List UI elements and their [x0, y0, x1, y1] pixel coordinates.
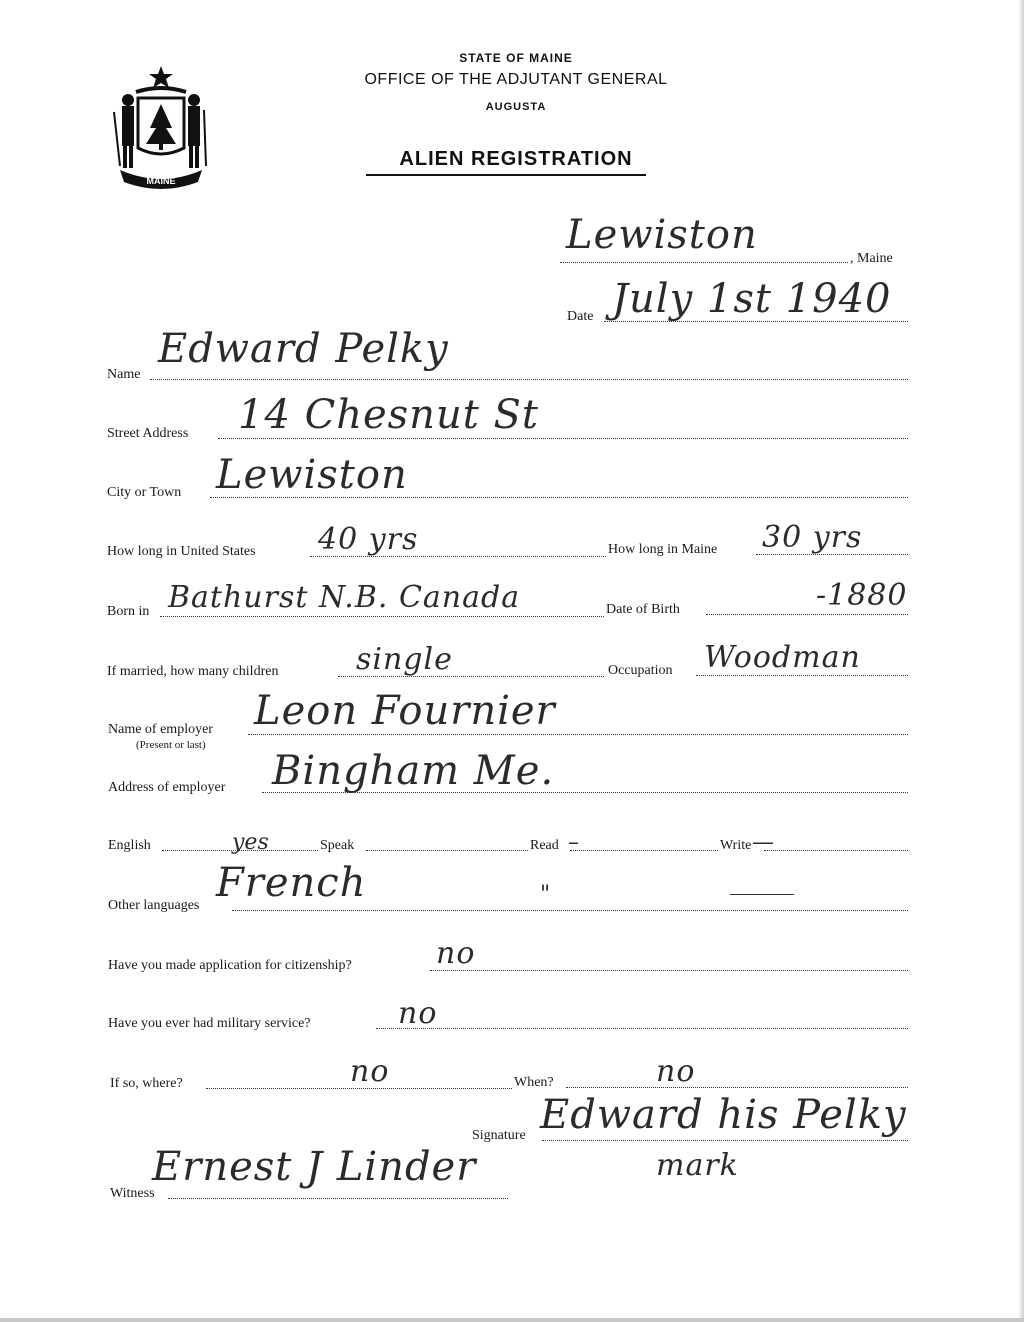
other-languages-ditto: "	[540, 882, 551, 907]
date-label: Date	[567, 309, 594, 324]
city-label: City or Town	[107, 485, 182, 500]
other-languages-line	[232, 910, 908, 911]
employer-value: Leon Fournier	[254, 688, 556, 734]
header-office: OFFICE OF THE ADJUTANT GENERAL	[364, 71, 668, 88]
military-value: no	[398, 996, 438, 1031]
seal-banner-text: MAINE	[146, 176, 176, 186]
header-city: AUGUSTA	[485, 101, 547, 113]
citizenship-value: no	[436, 936, 476, 971]
occupation-value: Woodman	[704, 640, 861, 675]
signature-value: Edward his Pelky	[540, 1092, 907, 1138]
in-maine-value: 30 yrs	[762, 520, 863, 555]
in-us-label: How long in United States	[107, 544, 256, 559]
occupation-label: Occupation	[608, 663, 673, 678]
where-value: no	[350, 1054, 390, 1089]
street-value: 14 Chesnut St	[238, 392, 539, 438]
speak-label: Speak	[320, 838, 355, 853]
street-label: Street Address	[107, 426, 189, 441]
date-value: July 1st 1940	[612, 276, 892, 322]
dob-value: -1880	[816, 578, 908, 613]
place-value: Lewiston	[566, 212, 758, 258]
witness-label: Witness	[110, 1186, 155, 1201]
when-value: no	[656, 1054, 696, 1089]
english-label: English	[108, 838, 151, 853]
read-label: Read	[530, 838, 559, 853]
military-line	[376, 1028, 908, 1029]
write-label: Write	[720, 838, 752, 853]
street-line	[218, 438, 908, 439]
employer-address-label: Address of employer	[108, 780, 226, 795]
other-languages-write-dash	[730, 894, 794, 895]
citizenship-line	[430, 970, 908, 971]
read-line	[570, 850, 718, 851]
in-us-value: 40 yrs	[318, 522, 419, 557]
employer-address-value: Bingham Me.	[272, 748, 555, 794]
where-label: If so, where?	[110, 1076, 183, 1091]
name-value: Edward Pelky	[158, 326, 449, 372]
employer-label: Name of employer	[108, 722, 213, 737]
speak-line	[366, 850, 528, 851]
born-value: Bathurst N.B. Canada	[168, 580, 521, 615]
name-label: Name	[107, 367, 141, 382]
born-line	[160, 616, 604, 617]
signature-mark: mark	[656, 1148, 739, 1183]
signature-line	[542, 1140, 908, 1141]
citizenship-label: Have you made application for citizenship?	[108, 958, 352, 973]
page-title: ALIEN REGISTRATION	[399, 148, 633, 170]
other-languages-label: Other languages	[108, 898, 200, 913]
children-label: If married, how many children	[107, 664, 279, 679]
write-line	[764, 850, 908, 851]
employer-line	[248, 734, 908, 735]
witness-line	[168, 1198, 508, 1199]
other-languages-value: French	[216, 860, 367, 906]
header-state: STATE OF MAINE	[459, 51, 573, 65]
read-value: –	[568, 830, 579, 855]
name-line	[150, 379, 908, 380]
when-line	[566, 1087, 908, 1088]
page-bottom-edge	[0, 1318, 1024, 1322]
title-underline	[366, 174, 646, 176]
military-label: Have you ever had military service?	[108, 1016, 311, 1031]
signature-label: Signature	[472, 1128, 526, 1143]
children-value: single	[356, 642, 453, 677]
city-value: Lewiston	[216, 452, 408, 498]
employer-sublabel: (Present or last)	[136, 739, 206, 751]
place-line	[560, 262, 848, 263]
page-edge	[1018, 0, 1024, 1322]
when-label: When?	[514, 1075, 554, 1090]
english-value: yes	[232, 830, 269, 855]
occupation-line	[696, 675, 908, 676]
born-label: Born in	[107, 604, 150, 619]
place-suffix-label: , Maine	[850, 251, 893, 266]
write-value: —	[752, 830, 774, 855]
dob-line	[706, 614, 908, 615]
dob-label: Date of Birth	[606, 602, 680, 617]
in-maine-label: How long in Maine	[608, 542, 718, 557]
witness-value: Ernest J Linder	[152, 1144, 477, 1190]
